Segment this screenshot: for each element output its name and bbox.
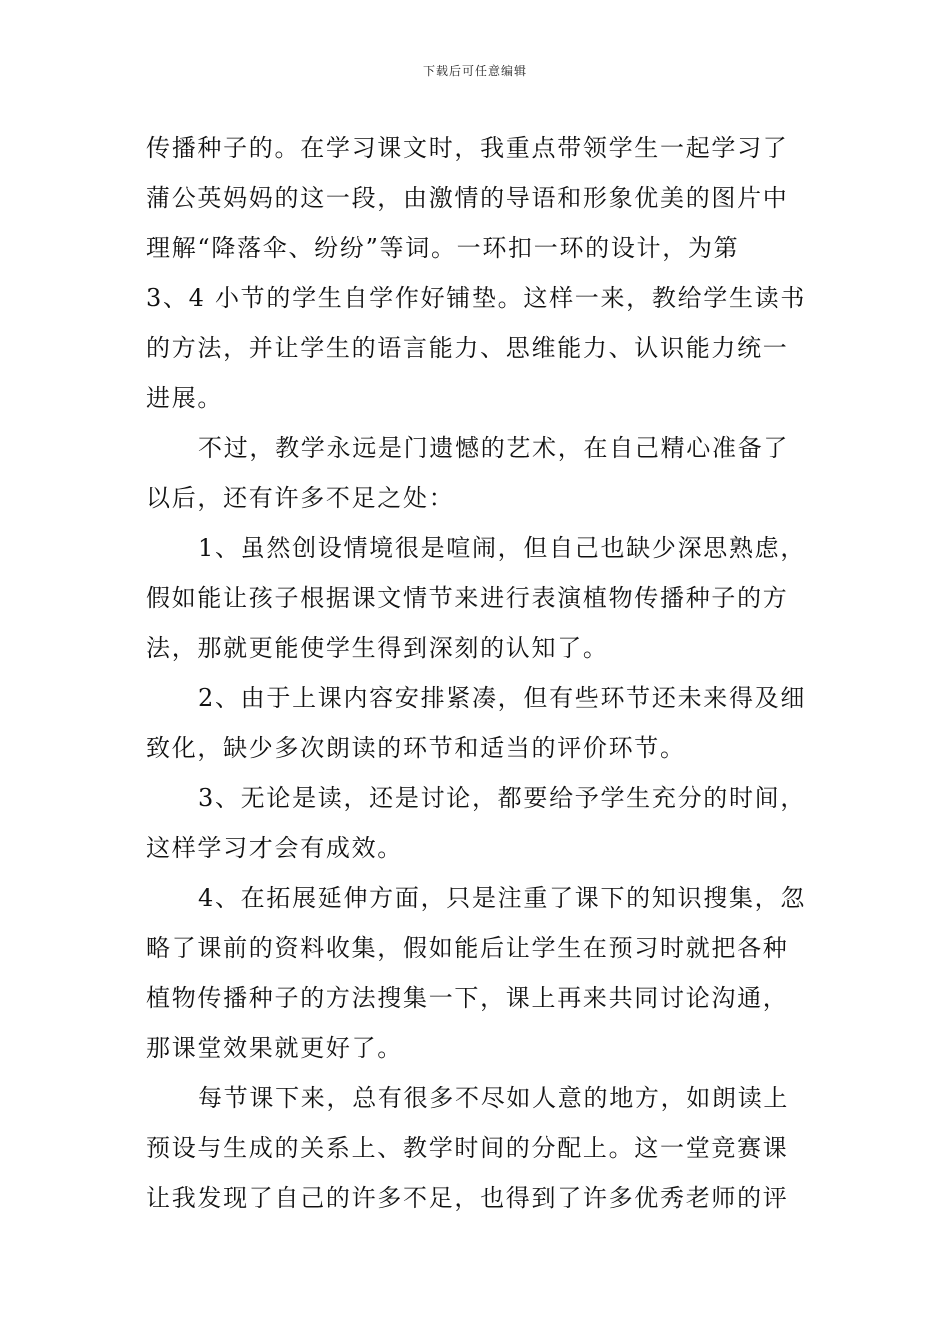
paragraph (146, 873, 811, 1073)
paragraph (146, 423, 811, 523)
text-line: 理解“降落伞、纷纷”等词。一环扣一环的设计，为第 (146, 234, 740, 262)
text-line: 让我发现了自己的许多不足，也得到了许多优秀老师的评 (146, 1184, 789, 1212)
text-line: 的方法，并让学生的语言能力、思维能力、认识能力统一 (146, 334, 789, 362)
text-line: 2、由于上课内容安排紧凑，但有些环节还未来得及细 (198, 684, 807, 712)
text-line: 致化，缺少多次朗读的环节和适当的评价环节。 (146, 734, 686, 762)
text-line: 法，那就更能使学生得到深刻的认知了。 (146, 634, 609, 662)
paragraph (146, 773, 811, 873)
text-line: 传播种子的。在学习课文时，我重点带领学生一起学习了 (146, 134, 789, 162)
paragraph (146, 123, 811, 423)
text-line: 不过，教学永远是门遗憾的艺术，在自己精心准备了 (198, 434, 790, 462)
text-line: 略了课前的资料收集，假如能后让学生在预习时就把各种 (146, 934, 789, 962)
paragraph (146, 1073, 811, 1223)
document-body (146, 123, 811, 1223)
text-line: 1、虽然创设情境很是喧闹，但自己也缺少深思熟虑， (198, 534, 807, 562)
text-line: 以后，还有许多不足之处： (146, 484, 455, 512)
text-line: 蒲公英妈妈的这一段，由激情的导语和形象优美的图片中 (146, 184, 789, 212)
text-line: 4、在拓展延伸方面，只是注重了课下的知识搜集，忽 (198, 884, 807, 912)
paragraph (146, 523, 811, 673)
text-line: 假如能让孩子根据课文情节来进行表演植物传播种子的方 (146, 584, 789, 612)
text-line: 植物传播种子的方法搜集一下，课上再来共同讨论沟通， (146, 984, 789, 1012)
text-line: 3、4 小节的学生自学作好铺垫。这样一来，教给学生读书 (146, 284, 807, 312)
text-line: 这样学习才会有成效。 (146, 834, 403, 862)
text-line: 那课堂效果就更好了。 (146, 1034, 403, 1062)
text-line: 预设与生成的关系上、教学时间的分配上。这一堂竞赛课 (146, 1134, 789, 1162)
text-line: 每节课下来，总有很多不尽如人意的地方，如朗读上 (198, 1084, 790, 1112)
text-line: 3、无论是读，还是讨论，都要给予学生充分的时间， (198, 784, 807, 812)
text-line: 进展。 (146, 384, 224, 412)
paragraph (146, 673, 811, 773)
page-header-note: 下载后可任意编辑 (422, 64, 527, 78)
